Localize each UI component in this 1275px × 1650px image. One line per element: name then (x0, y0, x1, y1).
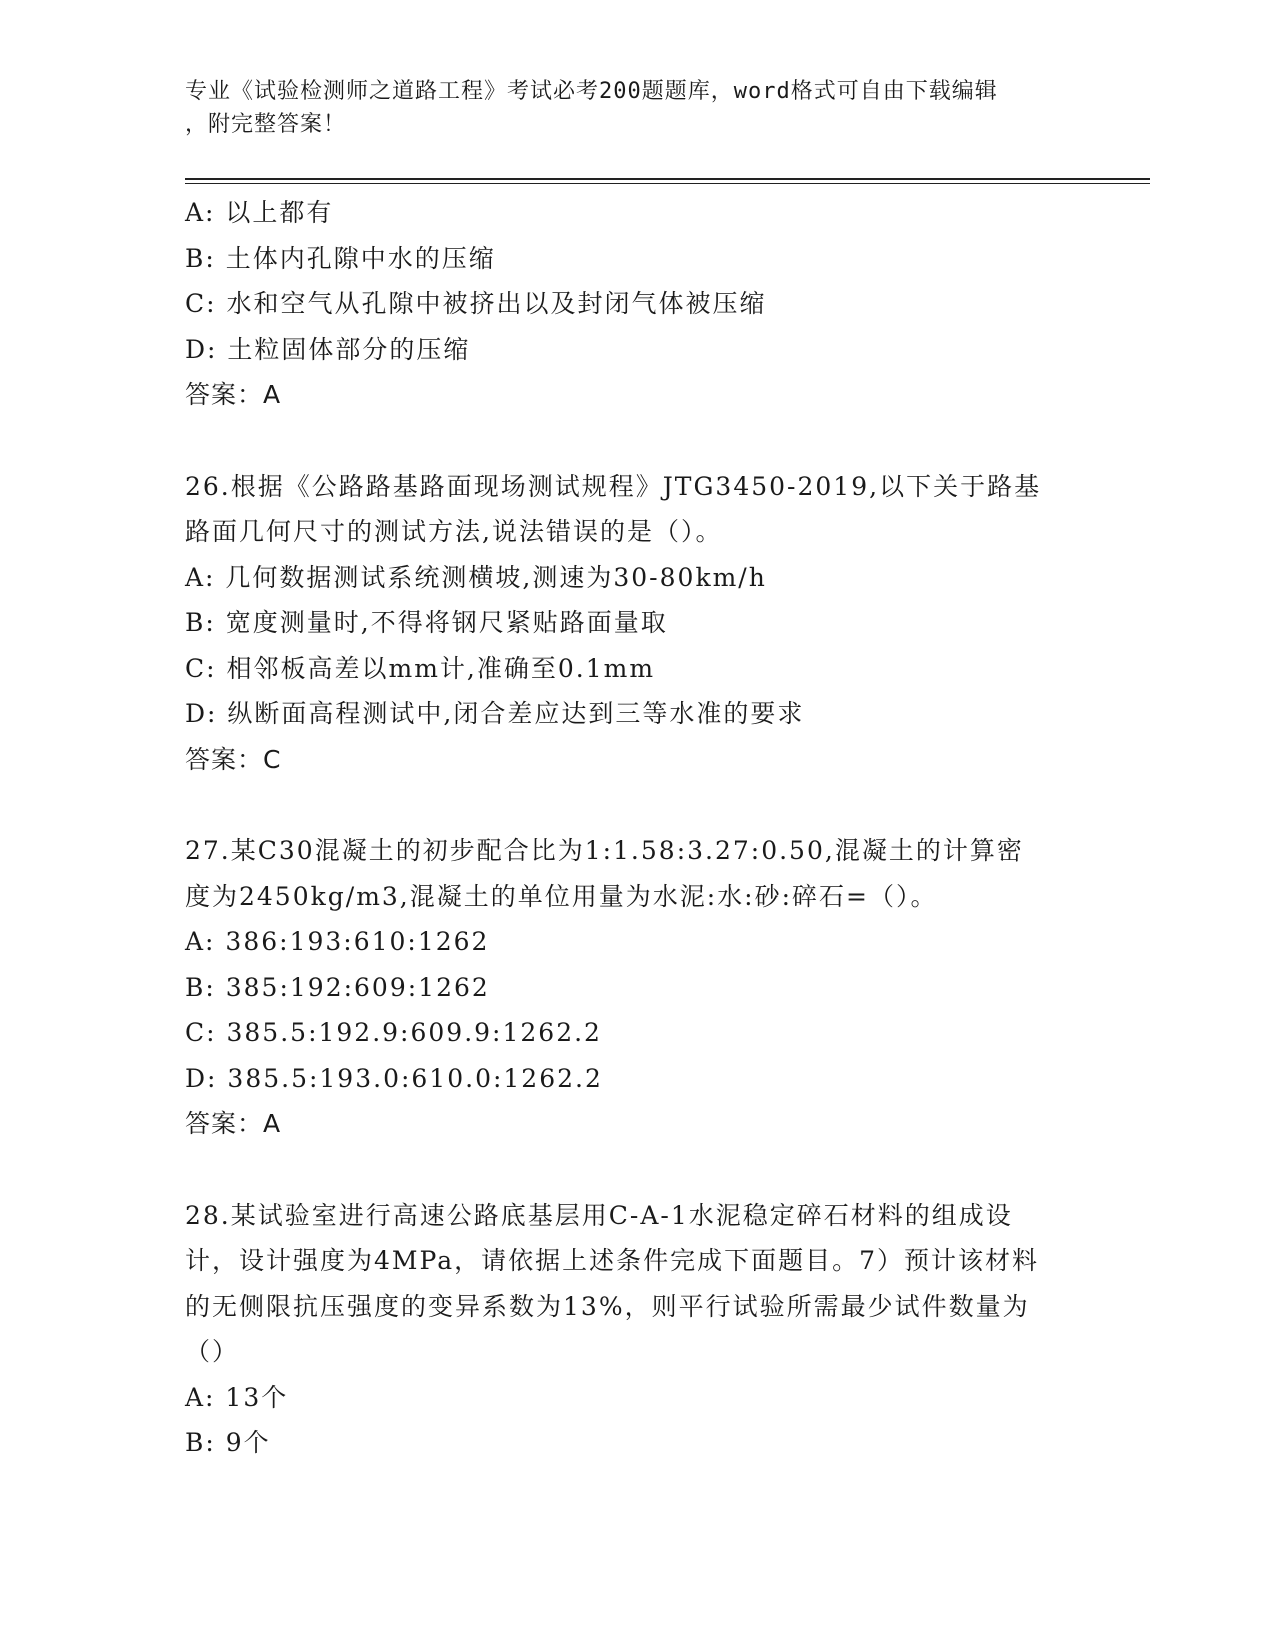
question-stem-line: 28.某试验室进行高速公路底基层用C-A-1水泥稳定碎石材料的组成设 (185, 1200, 1013, 1230)
answer-line: 答案：A (185, 1109, 282, 1138)
question-28 (185, 1193, 1085, 1466)
option-a: A: 386:193:610:1262 (185, 927, 490, 956)
question-stem-line: （） (185, 1337, 240, 1366)
option-b: B: 9个 (185, 1428, 271, 1457)
question-stem-line: 计，设计强度为4MPa，请依据上述条件完成下面题目。7）预计该材料 (185, 1246, 1040, 1275)
header-divider-thick (185, 178, 1150, 180)
option-c: C: 相邻板高差以mm计,准确至0.1mm (185, 653, 656, 683)
answer-line: 答案：A (185, 380, 282, 409)
question-25 (185, 190, 1085, 418)
question-stem-line: 路面几何尺寸的测试方法,说法错误的是（）。 (185, 517, 723, 546)
option-d: D: 纵断面高程测试中,闭合差应达到三等水准的要求 (185, 699, 805, 728)
question-26 (185, 464, 1085, 783)
option-c: C: 水和空气从孔隙中被挤出以及封闭气体被压缩 (185, 289, 767, 318)
option-b: B: 土体内孔隙中水的压缩 (185, 243, 496, 273)
header-line-2: ，附完整答案！ (185, 112, 347, 137)
question-27 (185, 828, 1085, 1147)
spacer (185, 1147, 1085, 1193)
question-stem-line: 27.某C30混凝土的初步配合比为1:1.58:3.27:0.50,混凝土的计算密 (185, 836, 1024, 865)
header-divider-thin (185, 183, 1150, 184)
header-line-1: 专业《试验检测师之道路工程》考试必考200题题库，word格式可自由下载编辑 (185, 79, 998, 104)
option-b: B: 宽度测量时,不得将钢尺紧贴路面量取 (185, 608, 668, 637)
option-b: B: 385:192:609:1262 (185, 972, 490, 1002)
spacer (185, 418, 1085, 464)
answer-line: 答案：C (185, 744, 282, 774)
option-d: D: 土粒固体部分的压缩 (185, 334, 471, 364)
option-a: A: 13个 (185, 1382, 289, 1412)
question-stem-line: 26.根据《公路路基路面现场测试规程》JTG3450-2019,以下关于路基 (185, 471, 1042, 501)
option-a: A: 几何数据测试系统测横坡,测速为30-80km/h (185, 562, 767, 592)
option-c: C: 385.5:192.9:609.9:1262.2 (185, 1018, 602, 1047)
option-a: A: 以上都有 (185, 198, 334, 227)
question-list (185, 190, 1085, 1466)
question-stem-line: 度为2450kg/m3,混凝土的单位用量为水泥:水:砂:碎石=（）。 (185, 881, 938, 911)
spacer (185, 782, 1085, 828)
question-stem-line: 的无侧限抗压强度的变异系数为13%，则平行试验所需最少试件数量为 (185, 1291, 1030, 1321)
document-header (185, 75, 1085, 141)
option-d: D: 385.5:193.0:610.0:1262.2 (185, 1063, 603, 1093)
